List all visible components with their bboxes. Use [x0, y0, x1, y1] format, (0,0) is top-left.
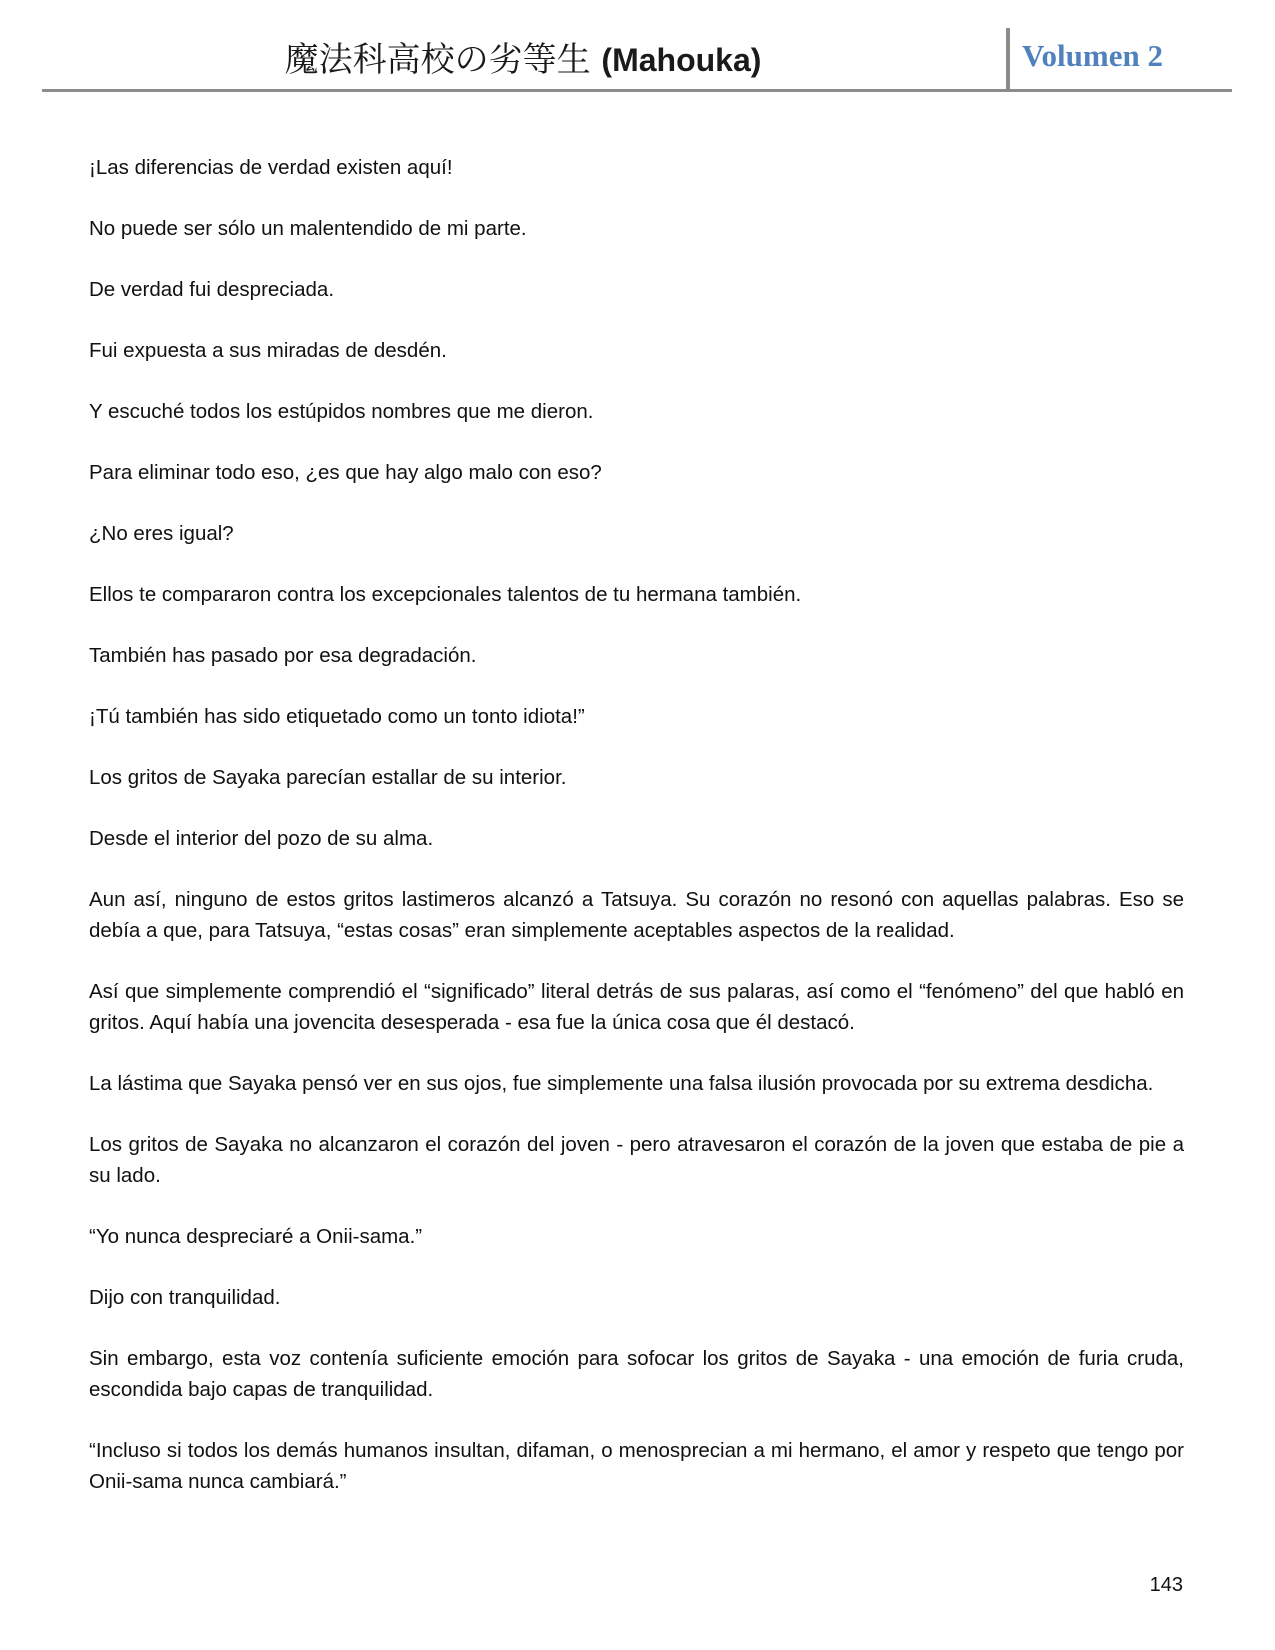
page-body	[89, 152, 1184, 1527]
paragraph: Los gritos de Sayaka parecían estallar de su interior.	[89, 766, 567, 789]
paragraph: “Yo nunca despreciaré a Onii-sama.”	[89, 1225, 423, 1248]
paragraph: Los gritos de Sayaka no alcanzaron el corazón del joven - pero atravesaron el corazón de la joven que estaba de pie a su lado.	[89, 1133, 1184, 1187]
paragraph: Desde el interior del pozo de su alma.	[89, 827, 434, 850]
page-number: 143	[1149, 1574, 1183, 1596]
book-title-japanese: 魔法科高校の劣等生	[284, 40, 591, 80]
header-divider	[1006, 28, 1010, 92]
paragraph: Y escuché todos los estúpidos nombres que me dieron.	[89, 400, 594, 423]
paragraph: No puede ser sólo un malentendido de mi parte.	[89, 217, 527, 240]
paragraph: Fui expuesta a sus miradas de desdén.	[89, 339, 447, 362]
paragraph: Dijo con tranquilidad.	[89, 1286, 281, 1309]
book-title-latin: (Mahouka)	[601, 42, 762, 78]
paragraph: Aun así, ninguno de estos gritos lastimeros alcanzó a Tatsuya. Su corazón no resonó con aquellas palabras. Eso se debía a que, para Tatsuya, “estas cosas” eran simplemente aceptables aspectos de la realidad.	[89, 888, 1184, 942]
paragraph: ¡Las diferencias de verdad existen aquí!	[89, 156, 453, 179]
paragraph: También has pasado por esa degradación.	[89, 644, 477, 667]
book-title	[42, 38, 1004, 82]
paragraph: Para eliminar todo eso, ¿es que hay algo malo con eso?	[89, 461, 602, 484]
paragraph: Así que simplemente comprendió el “significado” literal detrás de sus palaras, así como el “fenómeno” del que habló en gritos. Aquí había una jovencita desesperada - esa fue la única cosa que él destacó.	[89, 980, 1184, 1034]
paragraph: De verdad fui despreciada.	[89, 278, 335, 301]
volume-label: Volumen 2	[1022, 38, 1163, 73]
paragraph: Ellos te compararon contra los excepcionales talentos de tu hermana también.	[89, 583, 802, 606]
paragraph: “Incluso si todos los demás humanos insultan, difaman, o menosprecian a mi hermano, el amor y respeto que tengo por Onii-sama nunca cambiará.”	[89, 1439, 1184, 1493]
paragraph: ¡Tú también has sido etiquetado como un tonto idiota!”	[89, 705, 585, 728]
page-header	[42, 28, 1232, 90]
paragraph: La lástima que Sayaka pensó ver en sus ojos, fue simplemente una falsa ilusión provocada por su extrema desdicha.	[89, 1072, 1154, 1095]
paragraph: ¿No eres igual?	[89, 522, 234, 545]
header-rule	[42, 89, 1232, 92]
paragraph: Sin embargo, esta voz contenía suficiente emoción para sofocar los gritos de Sayaka - una emoción de furia cruda, escondida bajo capas de tranquilidad.	[89, 1347, 1184, 1401]
